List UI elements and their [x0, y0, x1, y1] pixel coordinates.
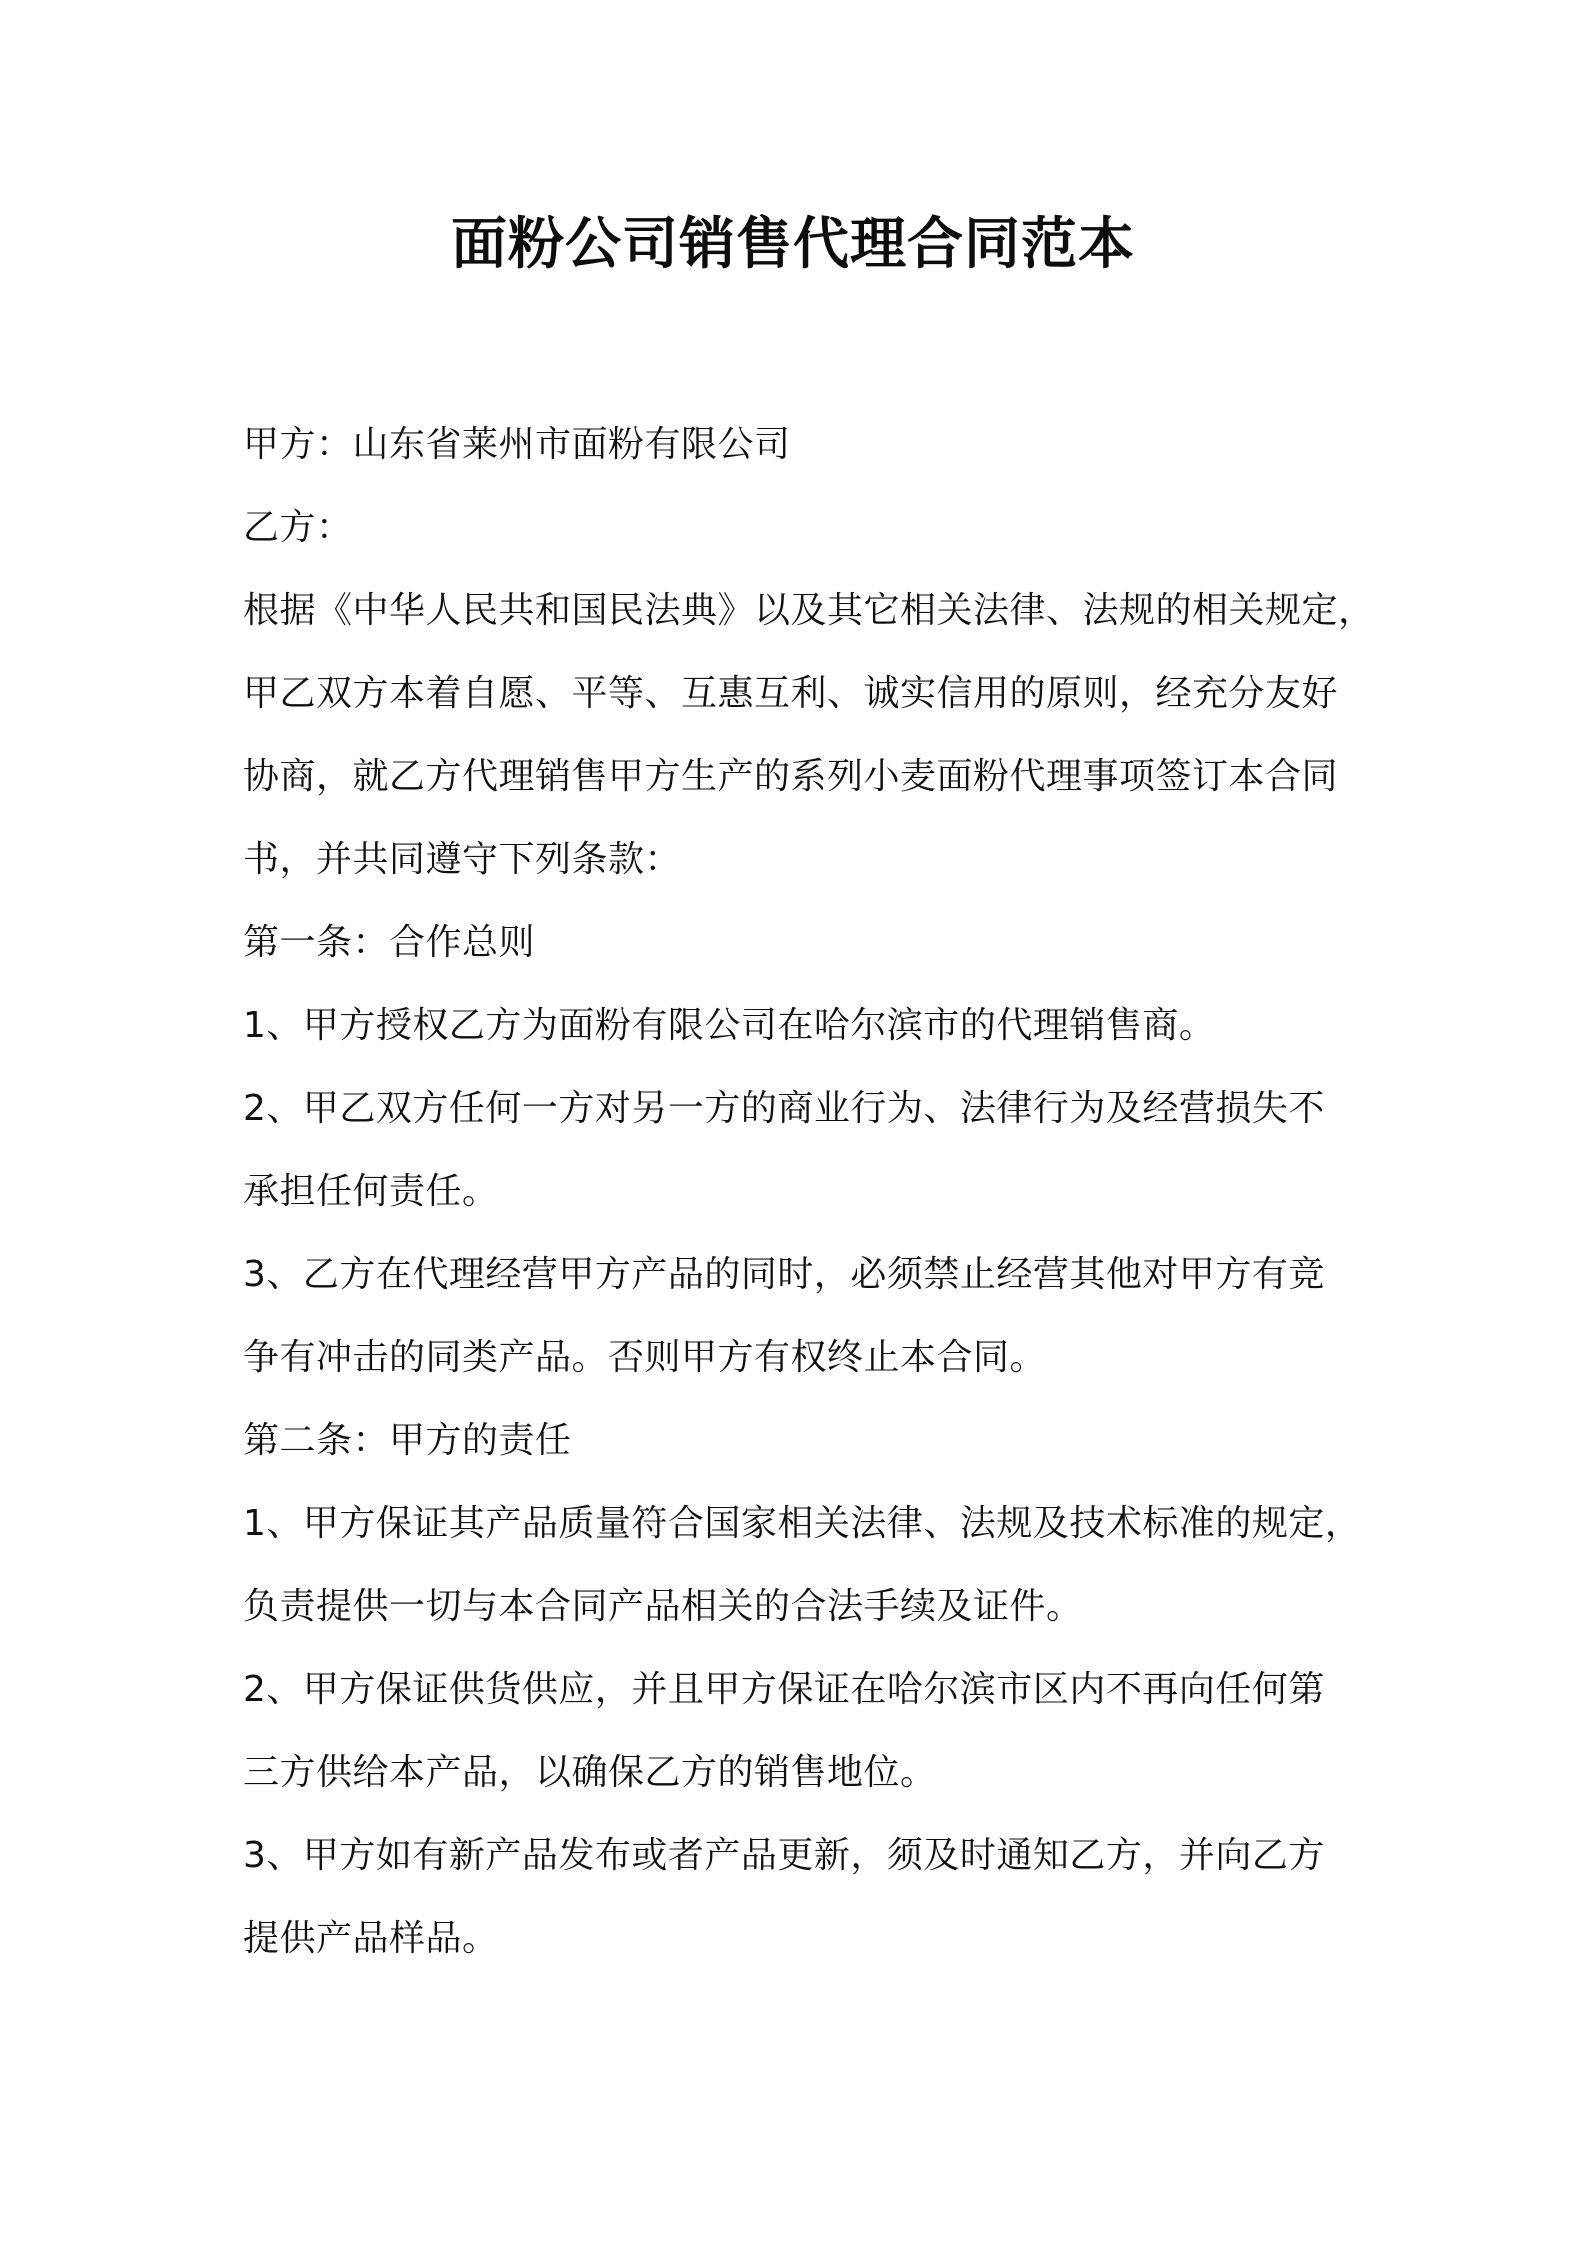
preamble-line: 甲乙双方本着自愿、平等、互惠互利、诚实信用的原则，经充分友好	[243, 673, 1339, 714]
article-heading: 第二条：甲方的责任	[243, 1420, 572, 1461]
document-title: 面粉公司销售代理合同范本	[451, 212, 1135, 277]
clause-line: 3、乙方在代理经营甲方产品的同时，必须禁止经营其他对甲方有竞	[243, 1254, 1325, 1295]
clause-line: 承担任何责任。	[243, 1171, 499, 1212]
clause-line: 2、甲乙双方任何一方对另一方的商业行为、法律行为及经营损失不	[243, 1088, 1325, 1129]
clause-line: 1、甲方保证其产品质量符合国家相关法律、法规及技术标准的规定，	[243, 1503, 1362, 1544]
clause-line: 2、甲方保证供货供应，并且甲方保证在哈尔滨市区内不再向任何第	[243, 1669, 1325, 1710]
clause-line: 争有冲击的同类产品。否则甲方有权终止本合同。	[243, 1337, 1047, 1378]
clause-line: 负责提供一切与本合同产品相关的合法手续及证件。	[243, 1586, 1083, 1627]
clause-line: 1、甲方授权乙方为面粉有限公司在哈尔滨市的代理销售商。	[243, 1005, 1216, 1046]
preamble-line: 根据《中华人民共和国民法典》以及其它相关法律、法规的相关规定，	[243, 590, 1375, 631]
party-b-line: 乙方：	[243, 507, 353, 548]
clause-line: 提供产品样品。	[243, 1918, 499, 1959]
party-a-line: 甲方：山东省莱州市面粉有限公司	[243, 424, 791, 465]
preamble-line: 书，并共同遵守下列条款：	[243, 839, 682, 880]
clause-line: 3、甲方如有新产品发布或者产品更新，须及时通知乙方，并向乙方	[243, 1835, 1325, 1876]
document-body	[243, 403, 1393, 1980]
clause-line: 三方供给本产品，以确保乙方的销售地位。	[243, 1752, 937, 1793]
article-heading: 第一条：合作总则	[243, 922, 536, 963]
preamble-line: 协商，就乙方代理销售甲方生产的系列小麦面粉代理事项签订本合同	[243, 756, 1339, 797]
